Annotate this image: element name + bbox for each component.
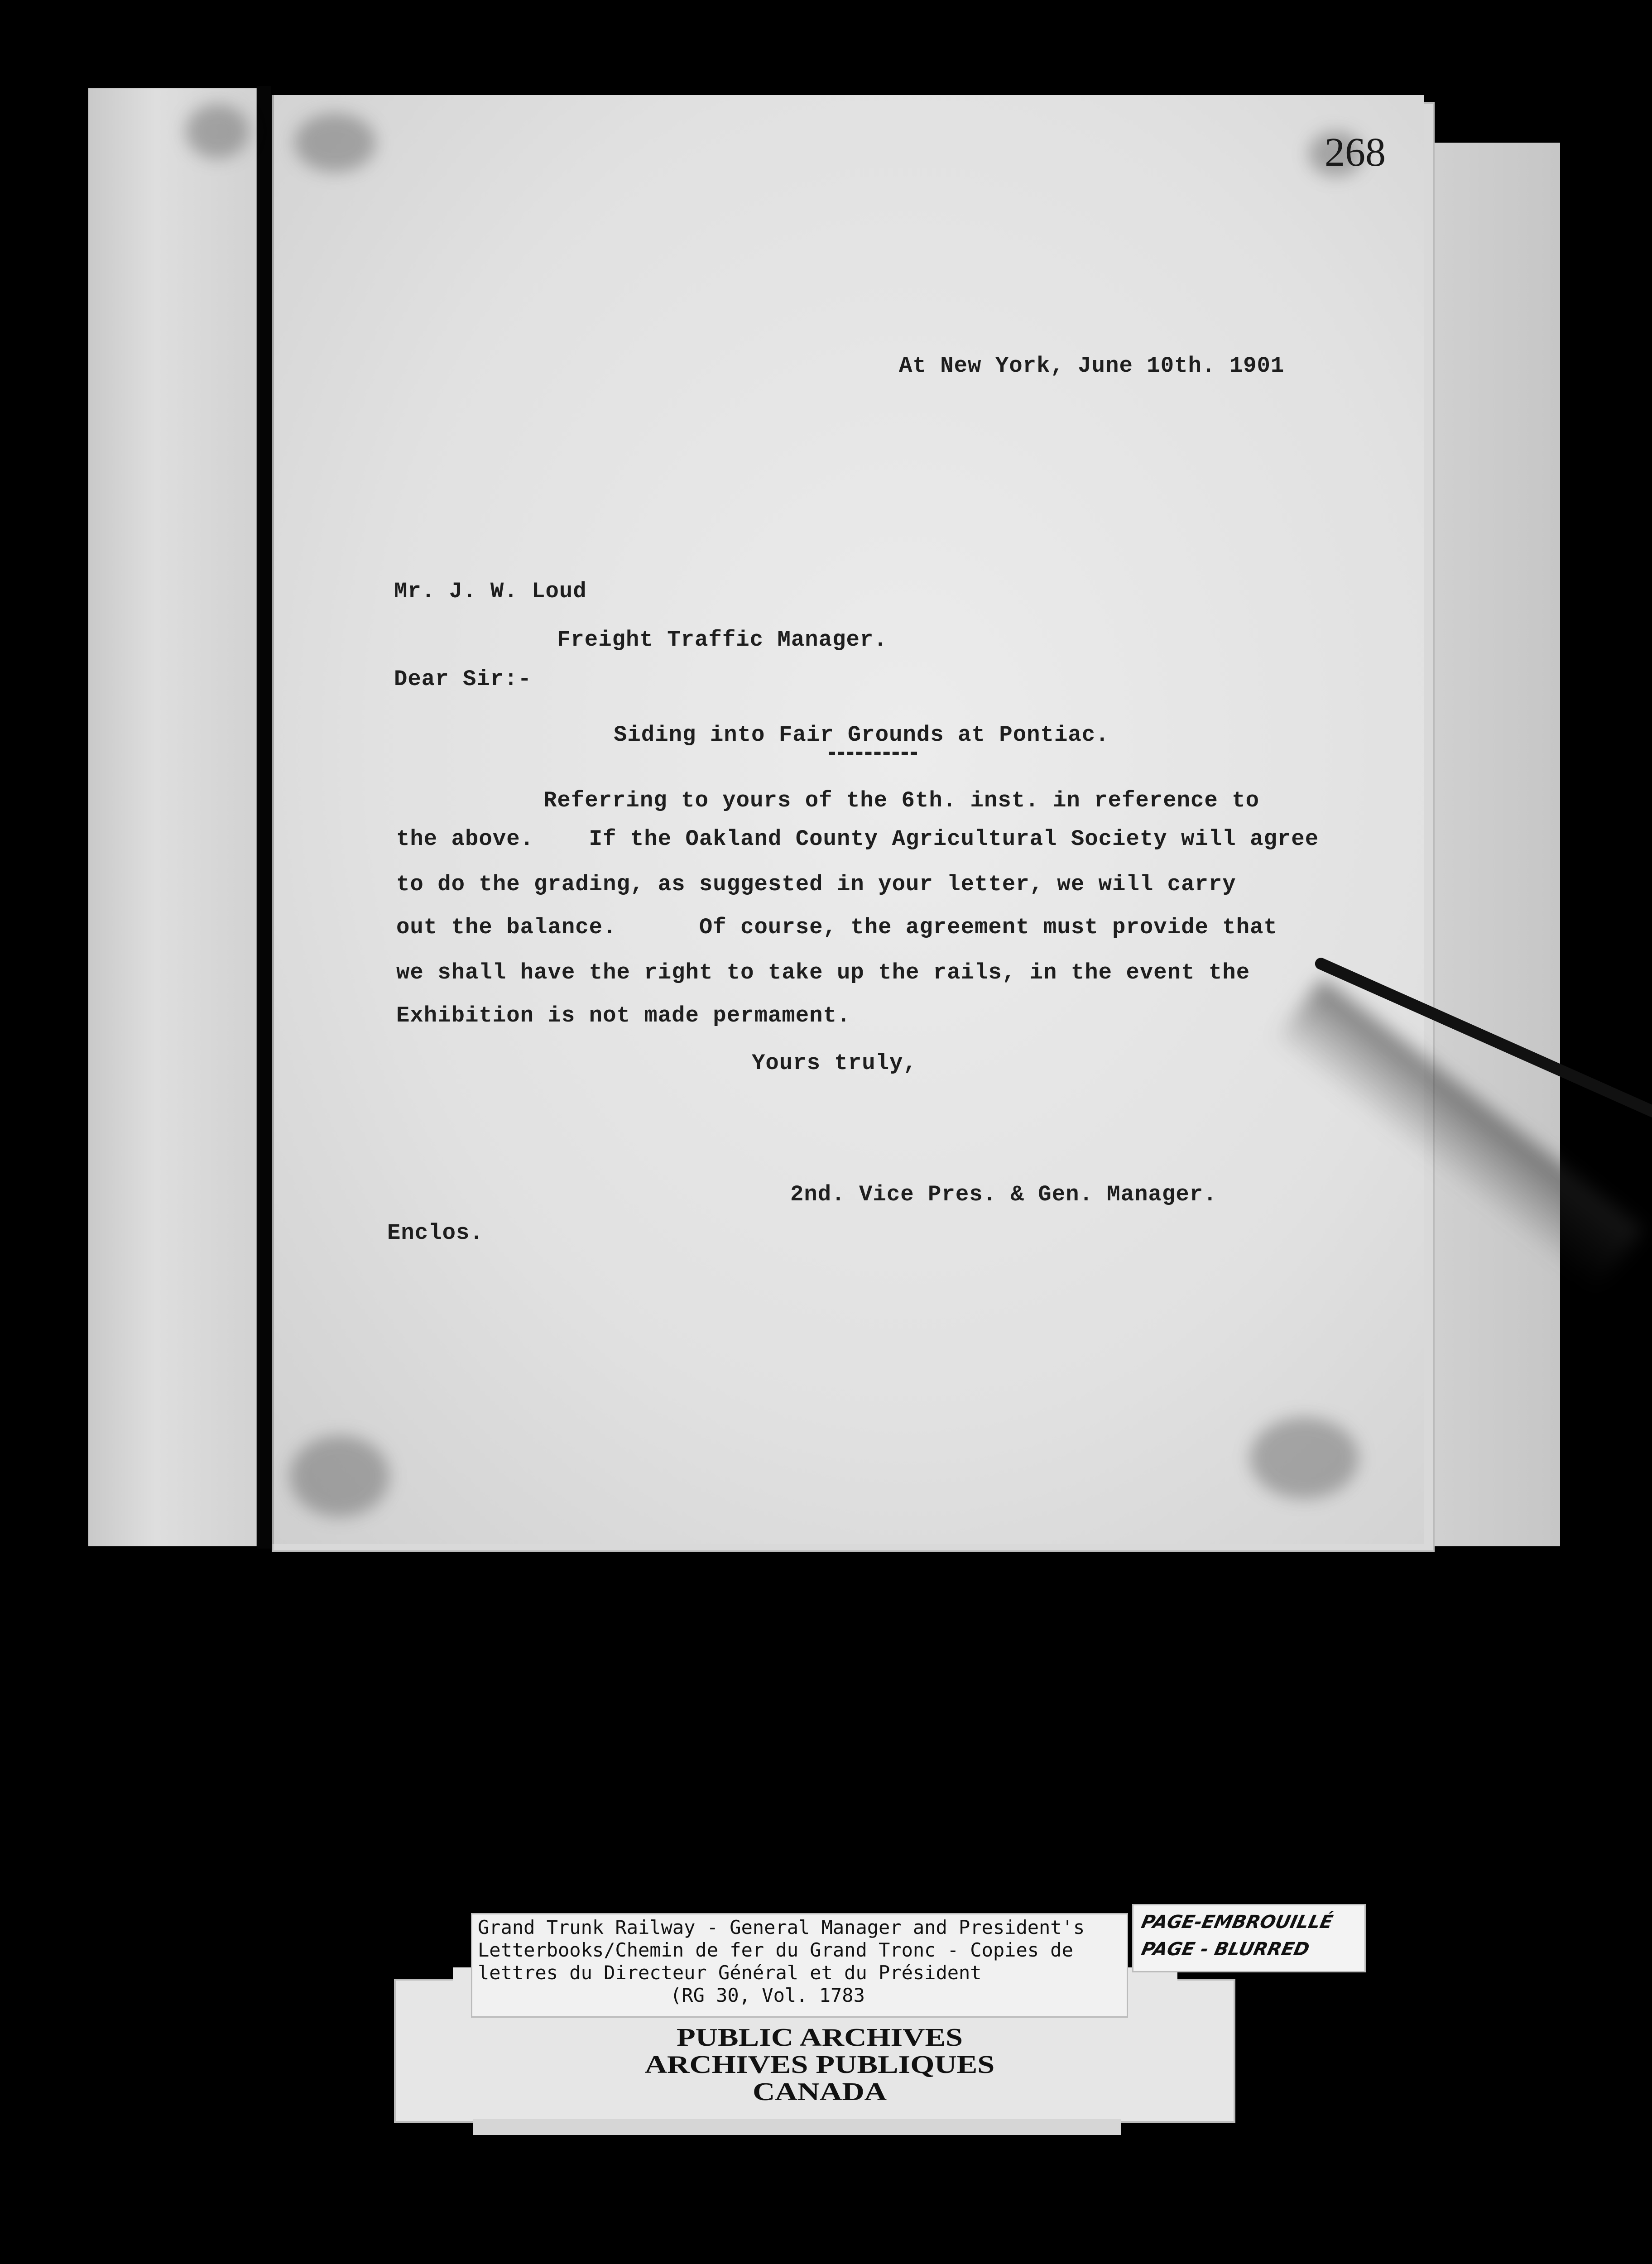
body-line: Referring to yours of the 6th. inst. in reference to (543, 788, 1260, 813)
smudge (1250, 1417, 1359, 1499)
archive-card-line: Grand Trunk Railway - General Manager and President's (478, 1916, 1085, 1938)
handwritten-note (1132, 1904, 1366, 1972)
archive-card-line: Letterbooks/Chemin de fer du Grand Tronc - Copies de (478, 1939, 1073, 1961)
smudge (186, 104, 249, 158)
archive-card-line: lettres du Directeur Général et du Président (478, 1962, 982, 1984)
body-line: we shall have the right to take up the rails, in the event the (396, 960, 1250, 985)
archive-card-strip (473, 2119, 1121, 2135)
closing: Yours truly, (752, 1050, 917, 1076)
signature-title: 2nd. Vice Pres. & Gen. Manager. (790, 1182, 1217, 1207)
stamp-line: PUBLIC ARCHIVES (676, 2024, 963, 2052)
handwritten-line: PAGE-EMBROUILLÉ (1139, 1912, 1335, 1933)
stamp-line: CANADA (752, 2078, 887, 2106)
stamp-line: ARCHIVES PUBLIQUES (644, 2051, 995, 2079)
binding-gap (257, 86, 271, 1549)
addressee: Mr. J. W. Loud (394, 579, 587, 604)
smudge (294, 113, 376, 172)
public-archives-stamp (571, 2024, 1068, 2112)
body-line: out the balance. Of course, the agreement must provide that (396, 915, 1277, 940)
subject-line: Siding into Fair Grounds at Pontiac. (614, 722, 1109, 748)
body-line: the above. If the Oakland County Agricultural Society will agree (396, 826, 1319, 852)
archive-card-line: (RG 30, Vol. 1783 (670, 1984, 865, 2006)
dateline: At New York, June 10th. 1901 (899, 353, 1285, 379)
subject-underline (829, 752, 917, 755)
salutation: Dear Sir:- (394, 667, 532, 692)
handwritten-line: PAGE - BLURRED (1139, 1939, 1311, 1960)
folio-number: 268 (1325, 130, 1386, 175)
smudge (290, 1435, 389, 1517)
addressee-title: Freight Traffic Manager. (557, 627, 888, 652)
body-line: Exhibition is not made permament. (396, 1003, 851, 1028)
letter-page (272, 95, 1424, 1544)
body-line: to do the grading, as suggested in your letter, we will carry (396, 872, 1236, 897)
left-page (88, 88, 259, 1546)
enclosure-note: Enclos. (387, 1220, 484, 1246)
